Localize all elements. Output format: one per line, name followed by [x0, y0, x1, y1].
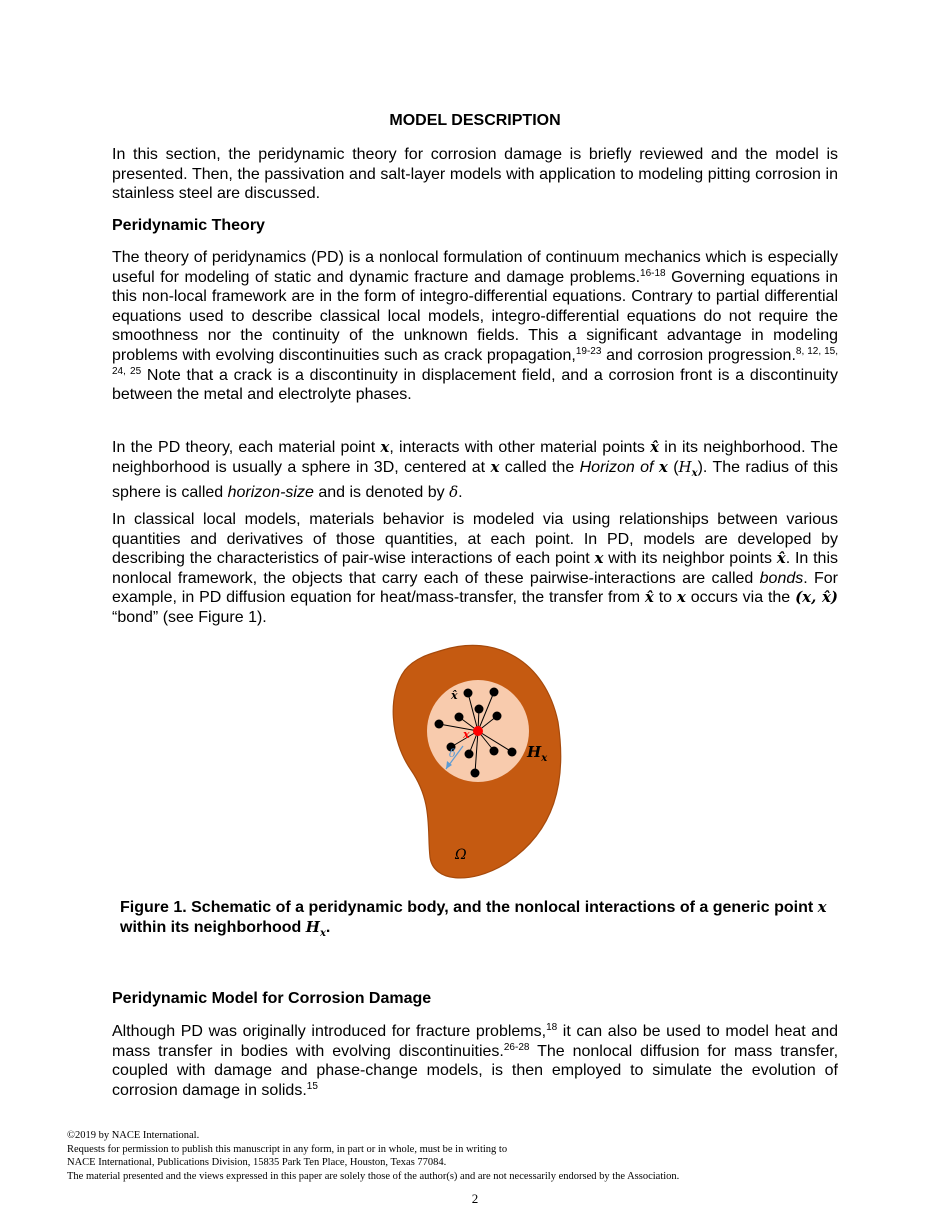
paragraph-corrosion-model: Although PD was originally introduced for fracture problems,$^{18}$ it can also be used to model heat and mass transfer in bodies with evolving discontinuities.$^{26-28}$ The nonlocal diffusion for mass transfer, coupled with damage and phase-change models, is then employed to simulate the evolution of corrosion damage in solids.$^{15}$: [112, 1022, 839, 1099]
citation: 18: [546, 1022, 558, 1033]
citation: 26-28: [503, 1041, 530, 1053]
label-delta: δ: [449, 747, 456, 760]
center-point: [473, 726, 483, 736]
citation: 19-23: [575, 345, 602, 357]
paragraph-bonds: In classical local models, materials behavior is modeled via using relationships between various quantities and derivatives of those quantities, at each point. In PD, models are developed by describing the characteristics of pair-wise interactions of each point x with its neighbor points x̂. In this nonlocal framework, the objects that carry each of these pairwise-interactions are called bonds. For example, in PD diffusion equation for heat/mass-transfer, the transfer from x̂ to x occurs via the (x, x̂) “bond” (see Figure 1).: [112, 511, 839, 626]
figure-peridynamic-body: [385, 642, 565, 882]
label-x: x: [463, 728, 470, 741]
page-number: 2: [471, 1191, 479, 1206]
figure-caption: Figure 1. Schematic of a peridynamic body, and the nonlocal interactions of a generic point x within its neighborhood $H_x$.: [120, 898, 827, 939]
paragraph-material-point: In the PD theory, each material point x, interacts with other material points x̂ in its neighborhood. The neighborhood is usually a sphere in 3D, centered at x called the Horizon of x $(H_x)$. The radius of this sphere is called horizon-size and is denoted by δ.: [112, 438, 839, 502]
subheading-corrosion-model: Peridynamic Model for Corrosion Damage: [112, 990, 432, 1007]
citation: 15: [306, 1080, 318, 1092]
citation: 16-18: [640, 267, 666, 279]
paragraph-pd-theory: The theory of peridynamics (PD) is a nonlocal formulation of continuum mechanics which is especially useful for modeling of static and dynamic fracture and damage problems.$^{16-18}$ Governing equations in this non-local framework are in the form of integro-differential equations. Contrary to partial differential equations used to describe classical local models, integro-differential equations do not require the smoothness nor the continuity of the unknown fields. This a significant advantage in modeling problems with evolving discontinuities such as crack propagation,$^{19-23}$ and corrosion progression.$^{8, 12, 15, 24, 25}$ Note that a crack is a discontinuity in displacement field, and a corrosion front is a discontinuity between the metal and electrolyte phases.: [112, 249, 839, 404]
section-title: MODEL DESCRIPTION: [389, 112, 561, 129]
label-omega: Ω: [455, 847, 467, 863]
intro-paragraph: In this section, the peridynamic theory for corrosion damage is briefly reviewed and the model is presented. Then, the passivation and salt-layer models with application to modeling pitting corrosion in stainless steel are discussed.: [112, 146, 838, 203]
copyright-footer: ©2019 by NACE International. Requests for permission to publish this manuscript in any form, in part or in whole, must be in writing to NACE International, Publications Division, 15835 Park Ten Place, Houston, Texas 77084. The material presented and the views expressed in this paper are solely those of the author(s) and are not necessarily endorsed by the Association.: [67, 1130, 680, 1182]
label-xhat: x̂: [451, 689, 458, 702]
citation: 8, 12, 15, 24, 25: [112, 345, 838, 377]
subheading-peridynamic-theory: Peridynamic Theory: [112, 217, 265, 234]
label-horizon: $H_x$: [527, 743, 548, 764]
